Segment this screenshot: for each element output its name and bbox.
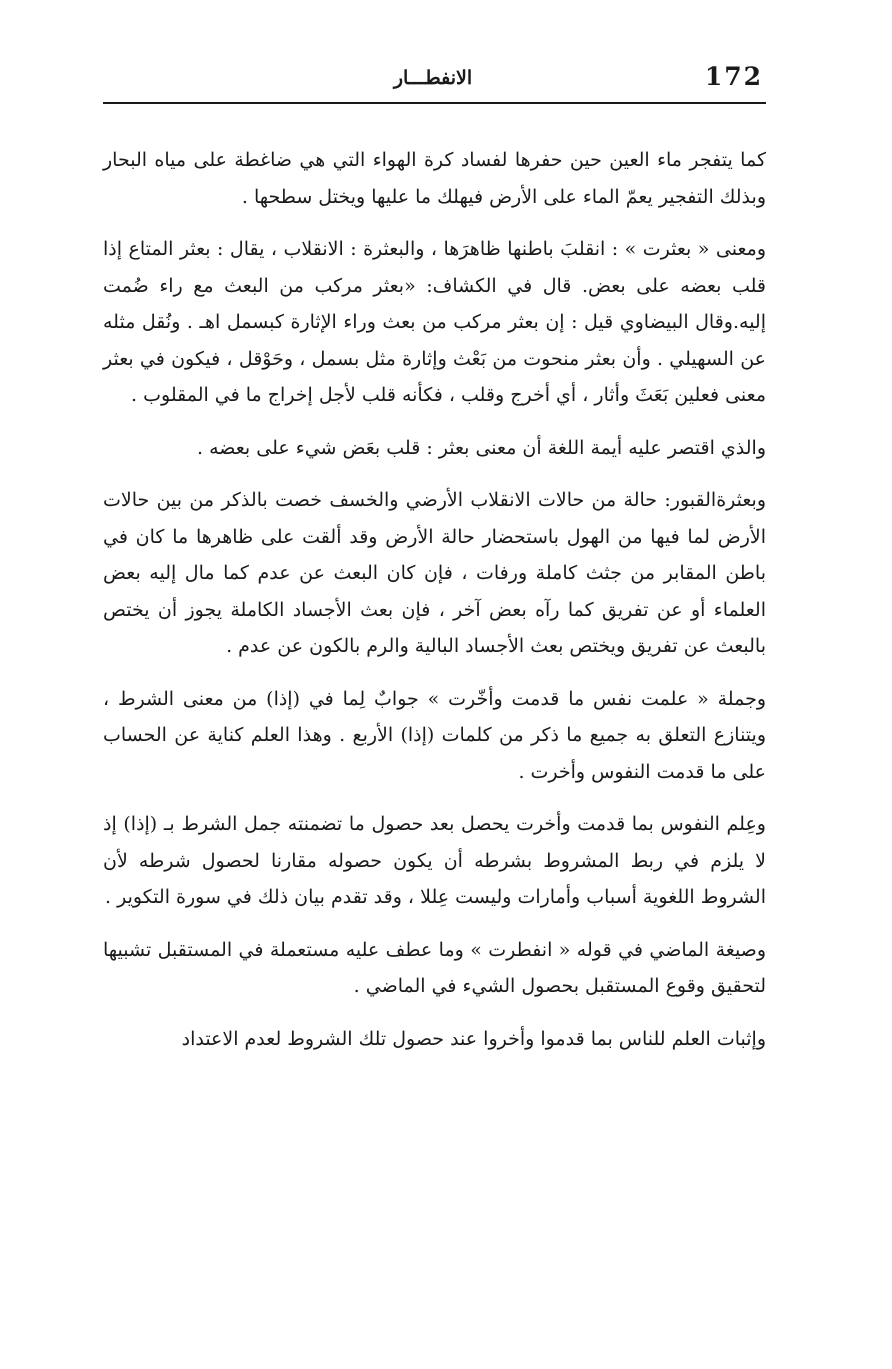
page-body [103,142,766,1057]
paragraph: وبعثرةالقبور: حالة من حالات الانقلاب الأرضي والخسف خصت بالذكر من بين حالات الأرض لما فيها من الهول باستحضار حالة الأرض وقد ألقت على ظاهرها ما كان في باطن المقابر من جثث كاملة ورفات ، فإن كان البعث عن عدم كما مال إليه بعض العلماء أو عن تفريق كما رآه بعض آخر ، فإن بعث الأجساد الكاملة يجوز أن يختص بالبعث عن تفريق ويختص بعث الأجساد البالية والرم بالكون عن عدم . [103,489,766,657]
paragraph: كما يتفجر ماء العين حين حفرها لفساد كرة الهواء التي هي ضاغطة على مياه البحار وبذلك التفجير يعمّ الماء على الأرض فيهلك ما عليها ويختل سطحها . [103,149,766,208]
paragraph: وإثبات العلم للناس بما قدموا وأخروا عند حصول تلك الشروط لعدم الاعتداد [181,1027,766,1050]
header-divider [103,102,766,104]
running-title: الانفطـــار [393,67,473,89]
page-header [103,62,763,100]
paragraph: وعِلم النفوس بما قدمت وأخرت يحصل بعد حصول ما تضمنته جمل الشرط بـ (إذا) إذ لا يلزم في ربط المشروط بشرطه أن يكون حصوله مقارنا لحصول شرطه لأن الشروط اللغوية أسباب وأمارات وليست عِللا ، وقد تقدم بيان ذلك في سورة التكوير . [103,813,766,908]
paragraph: والذي اقتصر عليه أيمة اللغة أن معنى بعثر : قلب بعَض شيء على بعضه . [197,436,766,459]
paragraph: وجملة « علمت نفس ما قدمت وأخّرت » جوابٌ لِما في (إذا) من معنى الشرط ، ويتنازع التعلق به جميع ما ذكر من كلمات (إذا) الأربع . وهذا العلم كناية عن الحساب على ما قدمت النفوس وأخرت . [103,687,766,783]
page-number: 172 [704,62,763,91]
paragraph: ومعنى « بعثرت » : انقلبَ باطنها ظاهرَها ، والبعثرة : الانقلاب ، يقال : بعثر المتاع إذا قلب بعضه على بعض. قال في الكشاف: «بعثر مركب من البعث مع راء ضُمت إليه.وقال البيضاوي قيل : إن بعثر مركب من بعث وراء الإثارة كبسمل اهـ . ونُقل مثله عن السهيلي . وأن بعثر منحوت من بَعْث وإثارة مثل بسمل ، وحَوْقل ، فيكون في بعثر معنى فعلين بَعَثَ وأثار ، أي أخرج وقلب ، فكأنه قلب لأجل إخراج ما في المقلوب . [103,238,766,406]
paragraph: وصيغة الماضي في قوله « انفطرت » وما عطف عليه مستعملة في المستقبل تشبيها لتحقيق وقوع المستقبل بحصول الشيء في الماضي . [103,938,766,997]
